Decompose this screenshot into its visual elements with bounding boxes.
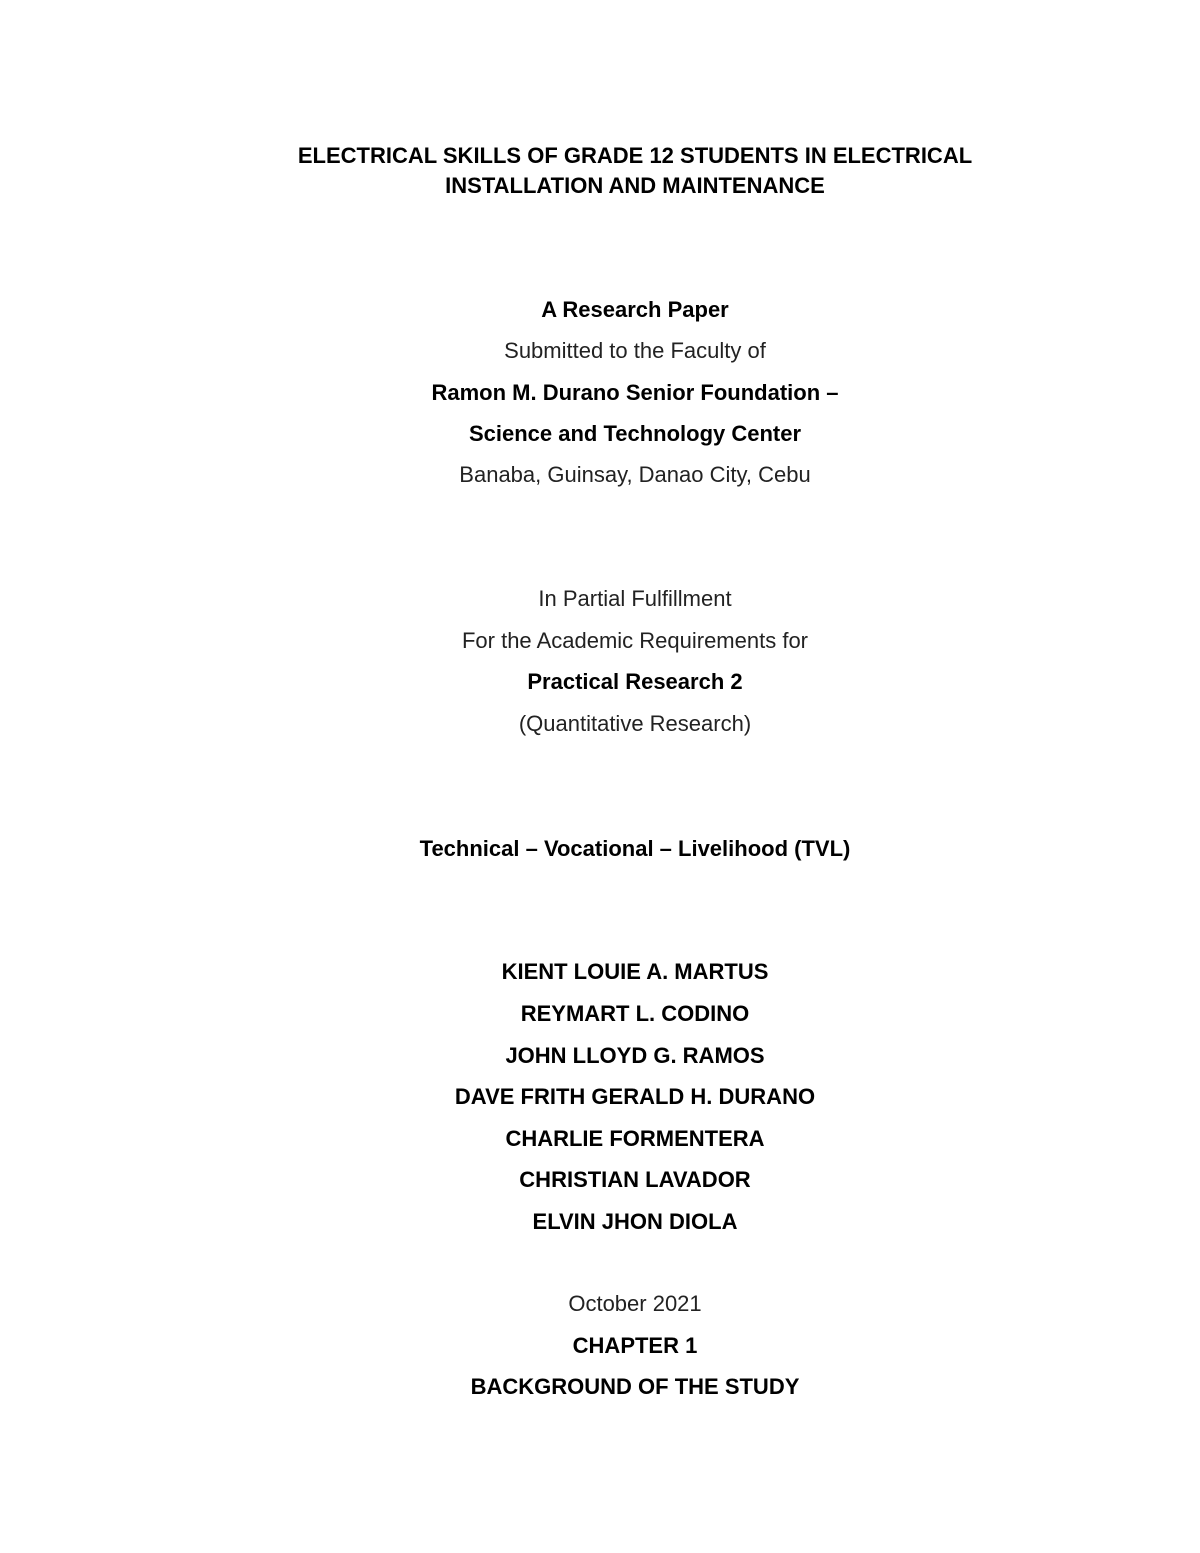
author-name: JOHN LLOYD G. RAMOS <box>505 1043 765 1068</box>
chapter-title: BACKGROUND OF THE STUDY <box>470 1374 800 1399</box>
author-name: DAVE FRITH GERALD H. DURANO <box>454 1084 816 1109</box>
author-name: ELVIN JHON DIOLA <box>532 1209 738 1234</box>
school-name-line-1: Ramon M. Durano Senior Foundation – <box>431 380 839 405</box>
school-address: Banaba, Guinsay, Danao City, Cebu <box>459 462 811 487</box>
fulfillment-line-1: In Partial Fulfillment <box>538 586 732 611</box>
submission-date: October 2021 <box>568 1291 702 1316</box>
subject-name: Practical Research 2 <box>527 669 743 694</box>
title-line-1: ELECTRICAL SKILLS OF GRADE 12 STUDENTS IN ELECTRICAL <box>297 143 973 168</box>
author-name: REYMART L. CODINO <box>520 1001 750 1026</box>
strand: Technical – Vocational – Livelihood (TVL) <box>419 836 851 861</box>
title-line-2: INSTALLATION AND MAINTENANCE <box>445 173 825 198</box>
author-name: CHARLIE FORMENTERA <box>505 1126 765 1151</box>
author-name: KIENT LOUIE A. MARTUS <box>501 959 769 984</box>
subject-note: (Quantitative Research) <box>518 711 752 736</box>
chapter-label: CHAPTER 1 <box>572 1333 698 1358</box>
paper-type: A Research Paper <box>541 297 729 322</box>
author-name: CHRISTIAN LAVADOR <box>519 1167 751 1192</box>
fulfillment-line-2: For the Academic Requirements for <box>461 628 809 653</box>
school-name-line-2: Science and Technology Center <box>468 421 802 446</box>
submitted-to: Submitted to the Faculty of <box>504 338 766 363</box>
